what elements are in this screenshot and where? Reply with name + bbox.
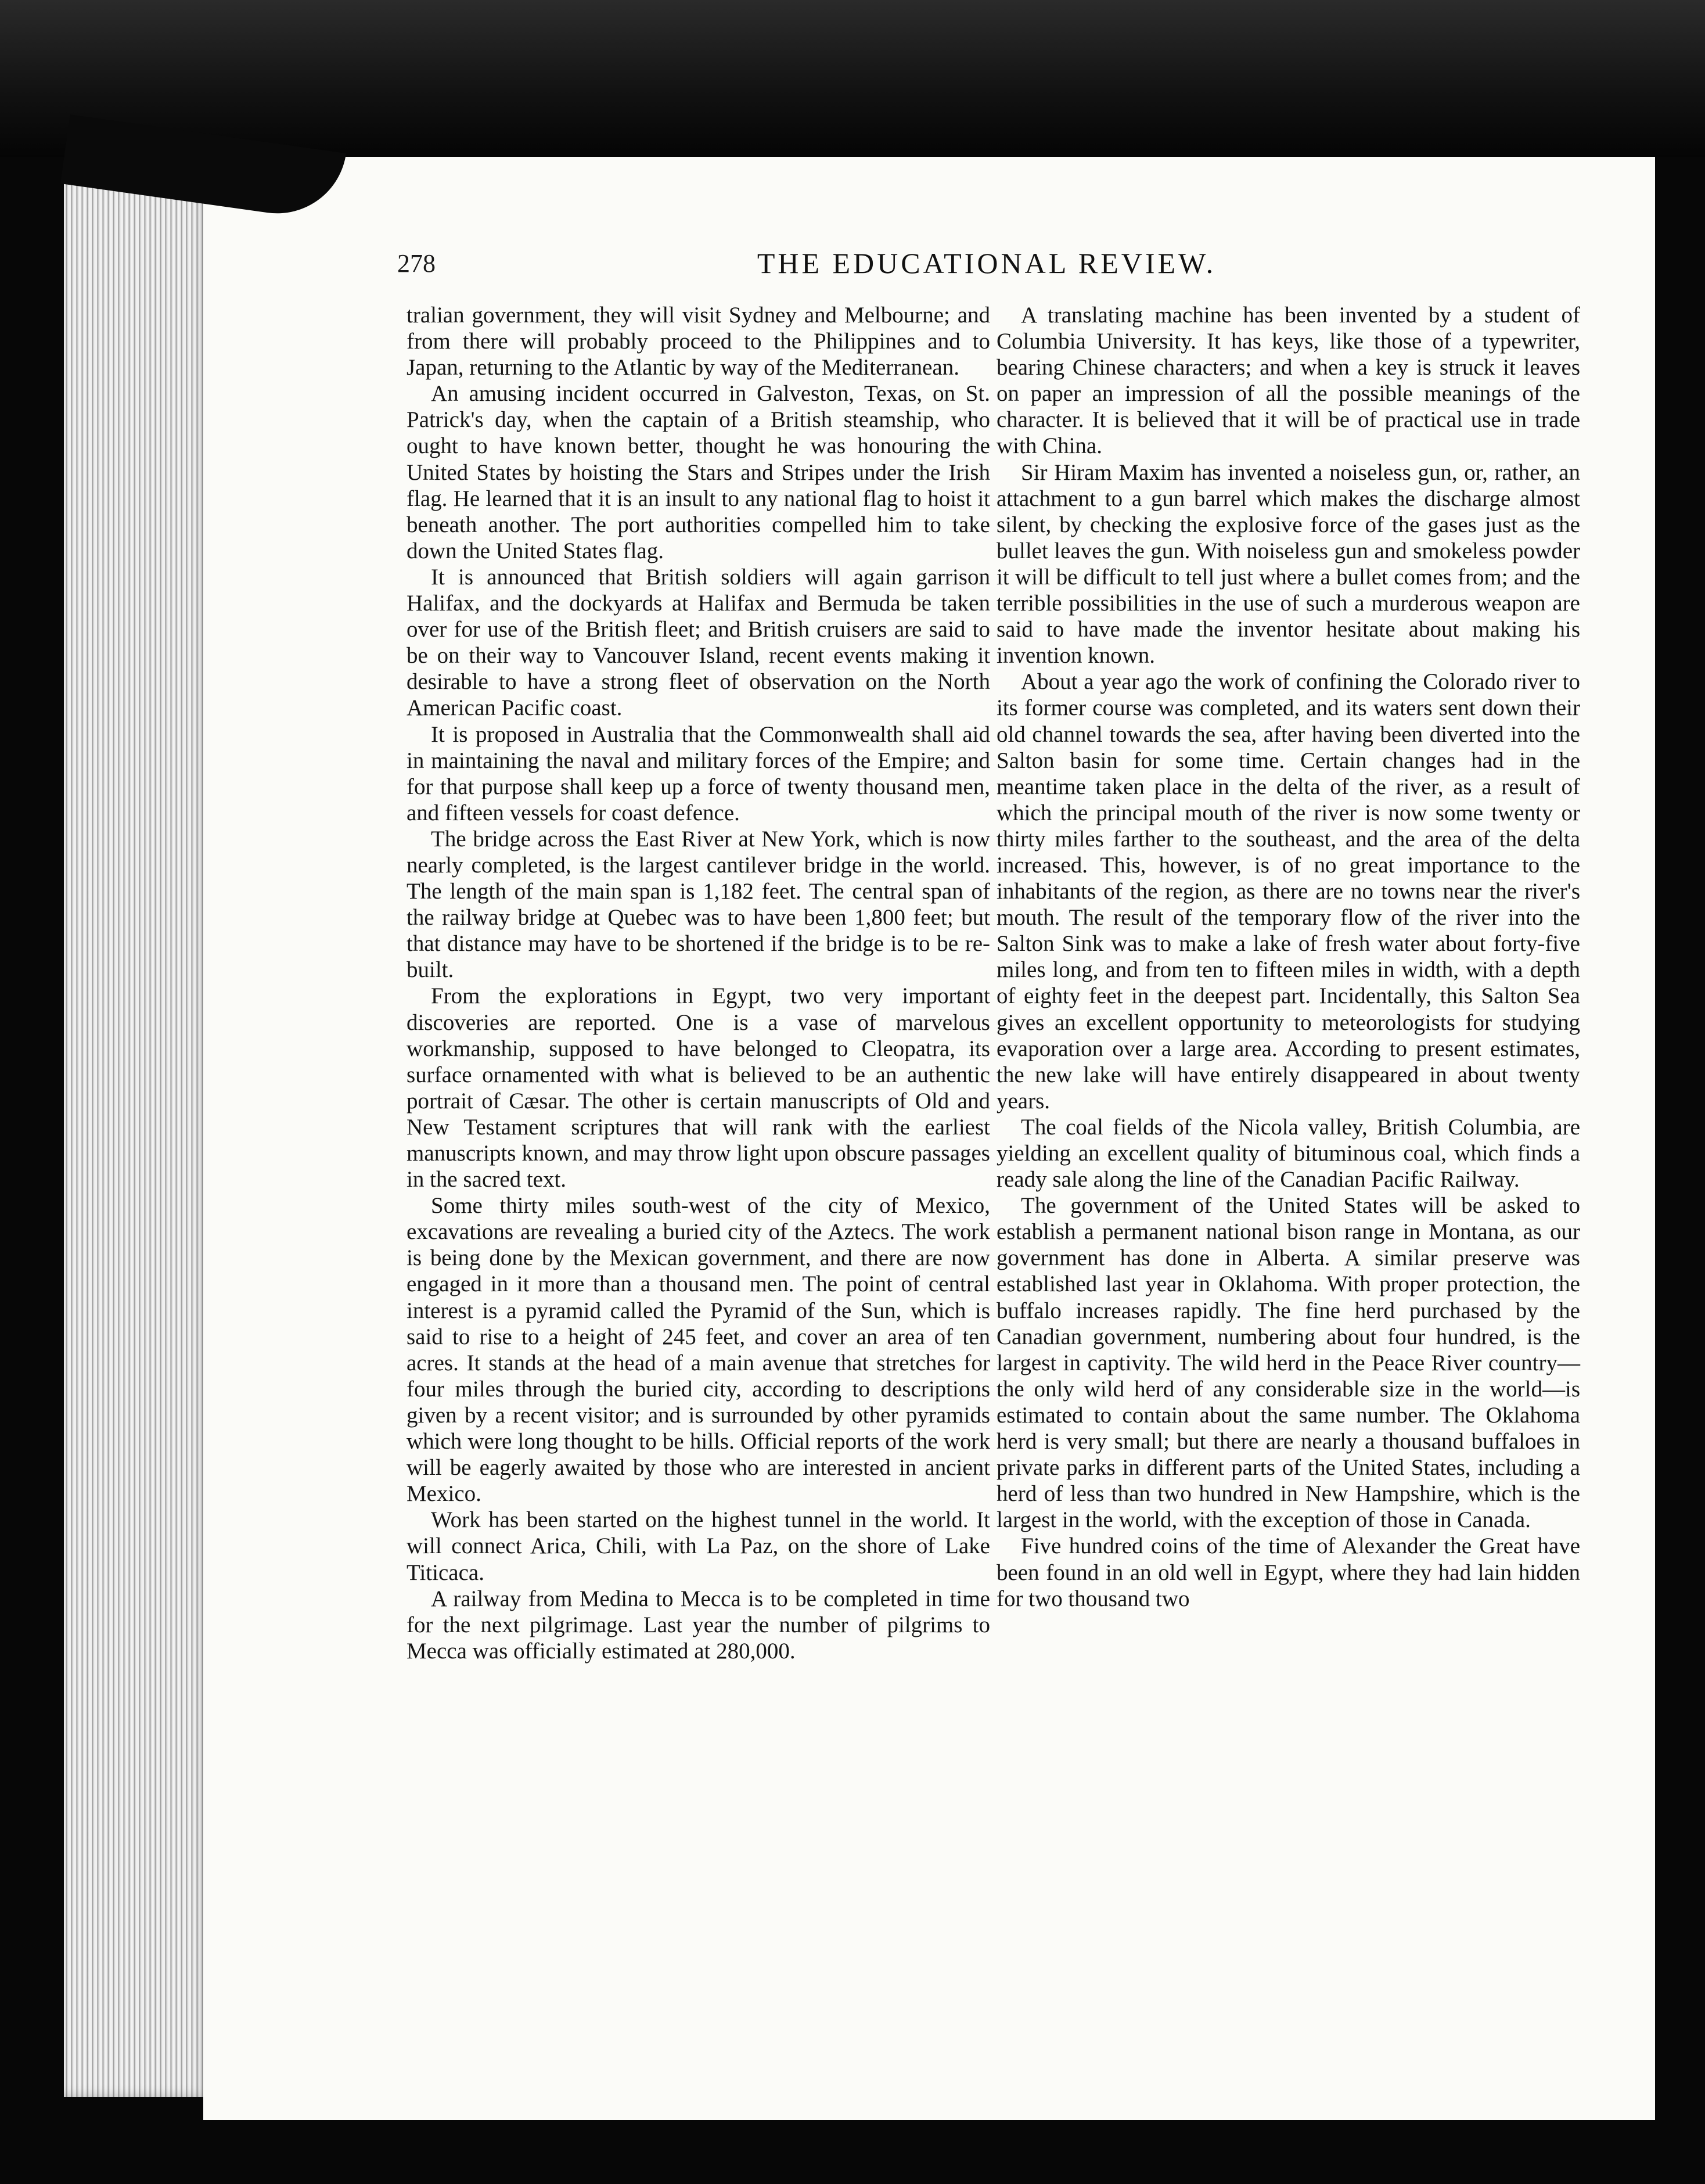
running-title: THE EDUCATIONAL REVIEW. [757,247,1217,279]
right-column [997,302,1580,1612]
paragraph: Five hundred coins of the time of Alexander the Great have been found in an old well in Egypt, where they had lain hidden for two thousand two [997,1533,1580,1611]
paragraph: A railway from Medina to Mecca is to be completed in time for the next pilgrimage. Last year the number of pilgrims to Mecca was officially estimated at 280,000. [407,1586,990,1664]
paragraph: Work has been started on the highest tunnel in the world. It will connect Arica, Chili, with La Paz, on the shore of Lake Titicaca. [407,1507,990,1585]
page-number: 278 [397,249,436,278]
paragraph: From the explorations in Egypt, two very important discoveries are reported. One is a vase of marvelous workmanship, supposed to have belonged to Cleopatra, its surface ornamented with what is believed to be an authentic portrait of Cæsar. The other is certain manuscripts of Old and New Testament scriptures that will rank with the earliest manuscripts known, and may throw light upon obscure passages in the sacred text. [407,983,990,1192]
paragraph: Sir Hiram Maxim has invented a noiseless gun, or, rather, an attachment to a gun barrel which makes the discharge almost silent, by checking the explosive force of the gases just as the bullet leaves the gun. With noiseless gun and smokeless powder it will be difficult to tell just where a bullet comes from; and the terrible possibilities in the use of such a murderous weapon are said to have made the inventor hesitate about making his invention known. [997,459,1580,669]
paragraph: tralian government, they will visit Sydney and Melbourne; and from there will probably proceed to the Philippines and to Japan, returning to the Atlantic by way of the Mediterranean. [407,303,990,380]
paragraph: A translating machine has been invented by a student of Columbia University. It has keys, like those of a typewriter, bearing Chinese characters; and when a key is struck it leaves on paper an impression of all the possible meanings of the character. It is believed that it will be of practical use in trade with China. [997,303,1580,459]
paragraph: Some thirty miles south-west of the city of Mexico, excavations are revealing a buried city of the Aztecs. The work is being done by the Mexican government, and there are now engaged in it more than a thousand men. The point of central interest is a pyramid called the Pyramid of the Sun, which is said to rise to a height of 245 feet, and cover an area of ten acres. It stands at the head of a main avenue that stretches for four miles through the buried city, according to descriptions given by a recent visitor; and is surrounded by other pyramids which were long thought to be hills. Official reports of the work will be eagerly awaited by those who are interested in ancient Mexico. [407,1193,990,1507]
film-border-top [0,0,1705,157]
paragraph: The bridge across the East River at New York, which is now nearly completed, is the largest cantilever bridge in the world. The length of the main span is 1,182 feet. The central span of the railway bridge at Quebec was to have been 1,800 feet; but that distance may have to be shortened if the bridge is to be re-built. [407,826,990,983]
page-header [397,249,1576,283]
paragraph: The government of the United States will be asked to establish a permanent national bison range in Montana, as our government has done in Alberta. A similar preserve was established last year in Oklahoma. With proper protection, the buffalo increases rapidly. The fine herd purchased by the Canadian government, numbering about four hundred, is the largest in captivity. The wild herd in the Peace River country—the only wild herd of any considerable size in the world—is estimated to contain about the same number. The Oklahoma herd is very small; but there are nearly a thousand buffaloes in private parks in different parts of the United States, including a herd of less than two hundred in New Hampshire, which is the largest in the world, with the exception of those in Canada. [997,1193,1580,1533]
paragraph: It is announced that British soldiers will again garrison Halifax, and the dockyards at Halifax and Bermuda be taken over for use of the British fleet; and British cruisers are said to be on their way to Vancouver Island, recent events making it desirable to have a strong fleet of observation on the North American Pacific coast. [407,564,990,721]
paragraph: The coal fields of the Nicola valley, British Columbia, are yielding an excellent quality of bituminous coal, which finds a ready sale along the line of the Canadian Pacific Railway. [997,1114,1580,1192]
paragraph: It is proposed in Australia that the Commonwealth shall aid in maintaining the naval and military forces of the Empire; and for that purpose shall keep up a force of twenty thousand men, and fifteen vessels for coast defence. [407,721,990,825]
paragraph: About a year ago the work of confining the Colorado river to its former course was completed, and its waters sent down their old channel towards the sea, after having been diverted into the Salton basin for some time. Certain changes had in the meantime taken place in the delta of the river, as a result of which the principal mouth of the river is now some twenty or thirty miles farther to the southeast, and the area of the delta increased. This, however, is of no great importance to the inhabitants of the region, as there are no towns near the river's mouth. The result of the temporary flow of the river into the Salton Sink was to make a lake of fresh water about forty-five miles long, and from ten to fifteen miles in width, with a depth of eighty feet in the deepest part. Incidentally, this Salton Sea gives an excellent opportunity to meteorologists for studying evaporation over a large area. According to present estimates, the new lake will have entirely disappeared in about twenty years. [997,669,1580,1113]
paragraph: An amusing incident occurred in Galveston, Texas, on St. Patrick's day, when the captain of a British steamship, who ought to have known better, thought he was honouring the United States by hoisting the Stars and Stripes under the Irish flag. He learned that it is an insult to any national flag to hoist it beneath another. The port authorities compelled him to take down the United States flag. [407,381,990,563]
left-column [407,302,990,1664]
book-page-edges [64,163,209,2097]
